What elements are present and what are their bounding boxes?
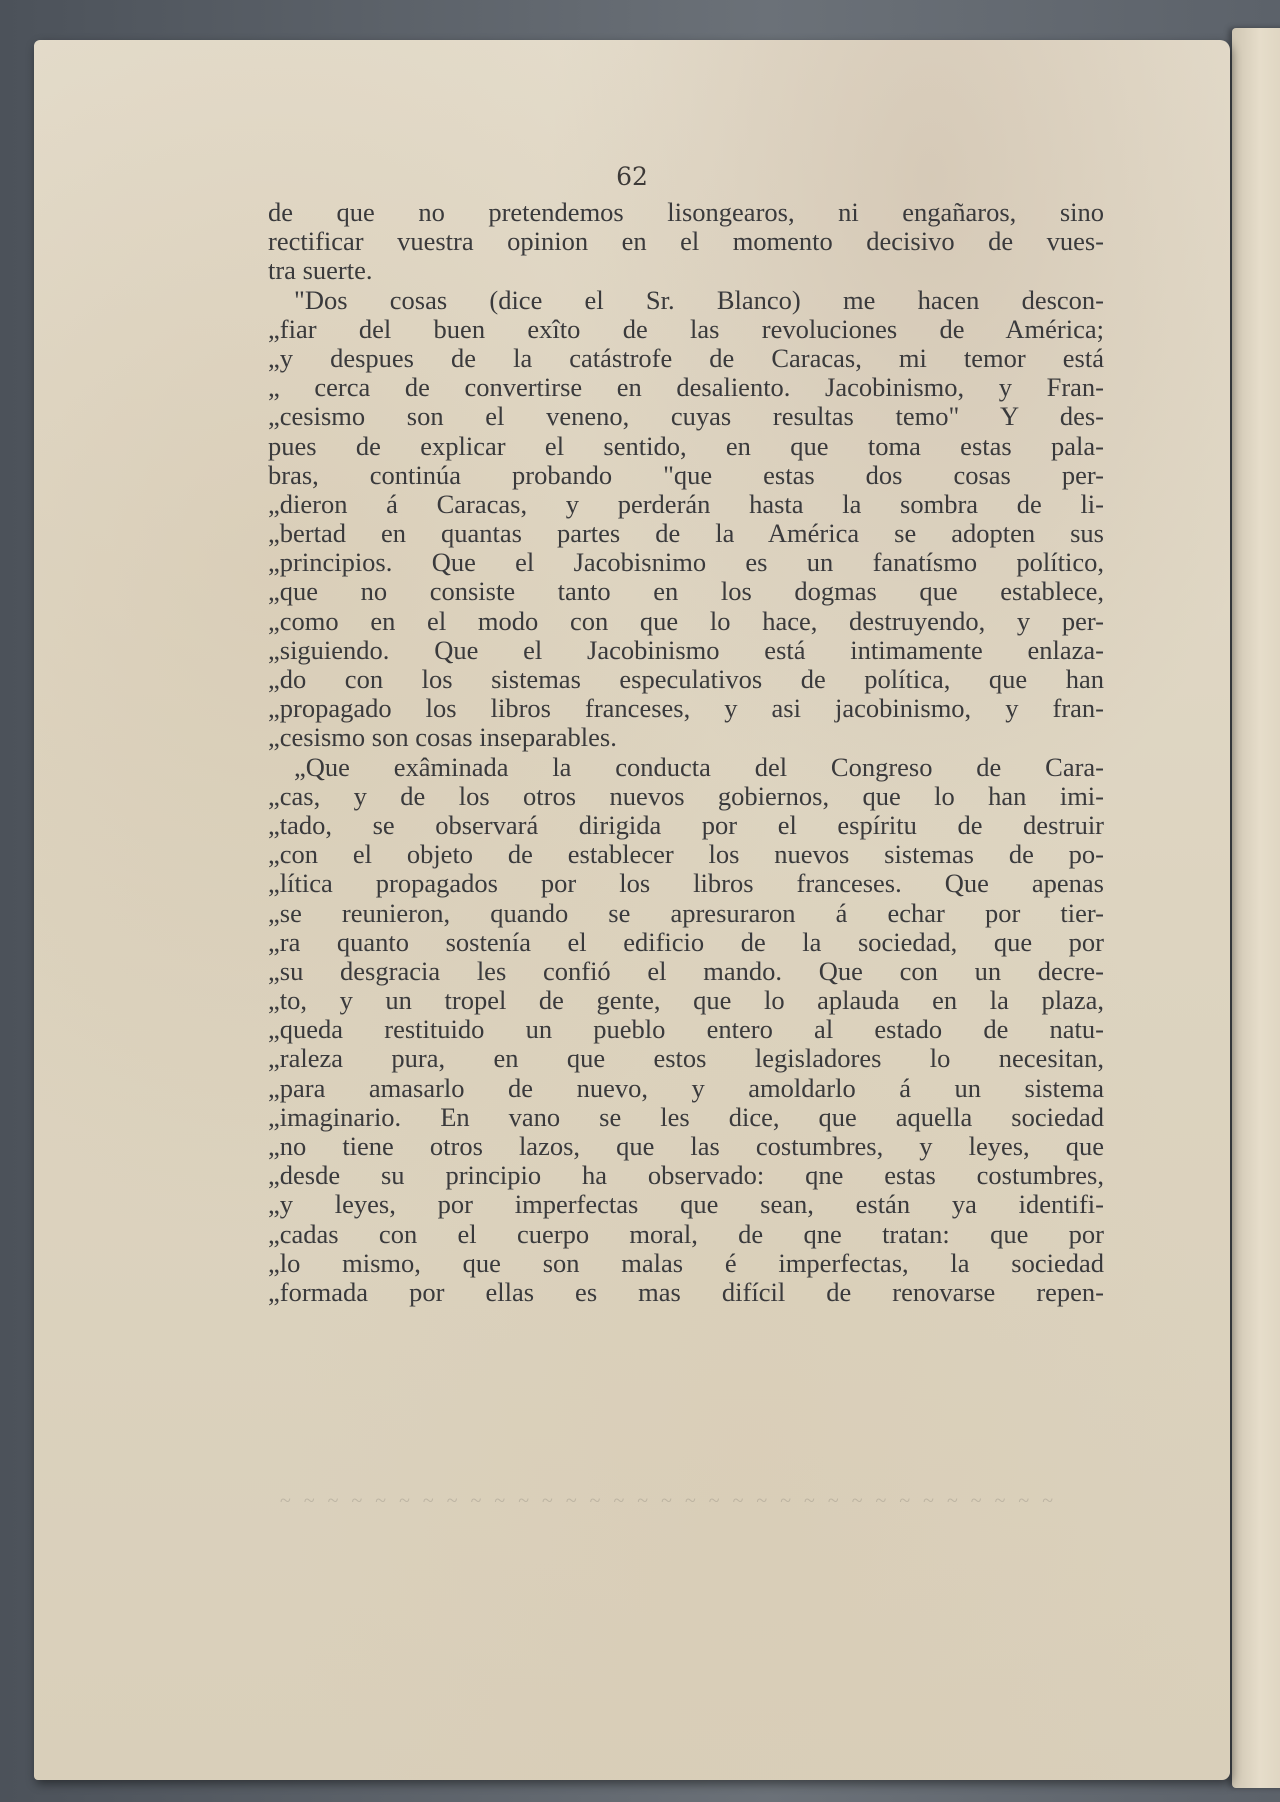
text-line: „cesismo son cosas inseparables. <box>268 723 617 753</box>
text-line: tra suerte. <box>268 256 373 286</box>
text-line: „no tiene otros lazos, que las costumbres, y leyes, que <box>268 1132 1104 1161</box>
text-line: „bertad en quantas partes de la América se adopten sus <box>268 519 1104 549</box>
book-page <box>34 40 1230 1780</box>
text-line: bras, continúa probando "que estas dos cosas per- <box>268 460 1104 490</box>
text-line: „do con los sistemas especulativos de política, que han <box>268 665 1104 694</box>
text-line: „ cerca de convertirse en desaliento. Jacobinismo, y Fran- <box>268 373 1104 403</box>
text-line: „se reunieron, quando se apresuraron á echar por tier- <box>268 898 1104 928</box>
text-line: „y leyes, por imperfectas que sean, están ya identifi- <box>268 1190 1104 1220</box>
text-line: „raleza pura, en que estos legisladores lo necesitan, <box>268 1044 1104 1074</box>
text-line: „cadas con el cuerpo moral, de qne tratan: que por <box>268 1219 1104 1249</box>
text-line: „propagado los libros franceses, y asi jacobinismo, y fran- <box>268 694 1104 724</box>
text-line: „Que exâminada la conducta del Congreso de Cara- <box>294 752 1104 782</box>
text-line: „principios. Que el Jacobisnimo es un fanatísmo político, <box>268 548 1104 578</box>
text-line: „lítica propagados por los libros franceses. Que apenas <box>268 869 1104 899</box>
text-line: rectificar vuestra opinion en el momento decisivo de vues- <box>268 227 1104 257</box>
text-line: „to, y un tropel de gente, que lo aplauda en la plaza, <box>268 986 1104 1016</box>
show-through-text: ~ ~ ~ ~ ~ ~ ~ ~ ~ ~ ~ ~ ~ ~ ~ ~ ~ ~ ~ ~ ~ ~ ~ ~ ~ ~ ~ ~ ~ ~ ~ ~ ~ <box>280 1490 1058 1512</box>
text-line: „lo mismo, que son malas é imperfectas, la sociedad <box>268 1248 1104 1278</box>
text-line: de que no pretendemos lisongearos, ni engañaros, sino <box>268 198 1104 227</box>
text-line: „y despues de la catástrofe de Caracas, mi temor está <box>268 343 1104 373</box>
text-line: „queda restituido un pueblo entero al estado de natu- <box>268 1015 1104 1045</box>
text-line: pues de explicar el sentido, en que toma estas pala- <box>268 431 1104 461</box>
text-line: „desde su principio ha observado: qne estas costumbres, <box>268 1161 1104 1191</box>
text-line: „imaginario. En vano se les dice, que aquella sociedad <box>268 1102 1104 1132</box>
body-text <box>268 198 1104 1307</box>
text-line: „formada por ellas es mas difícil de renovarse repen- <box>268 1277 1104 1307</box>
text-line: „siguiendo. Que el Jacobinismo está intimamente enlaza- <box>268 635 1104 665</box>
adjacent-page-edge <box>1232 28 1280 1788</box>
text-line: „para amasarlo de nuevo, y amoldarlo á un sistema <box>268 1073 1104 1103</box>
text-line: „cesismo son el veneno, cuyas resultas temo" Y des- <box>268 402 1104 432</box>
text-line: „su desgracia les confió el mando. Que con un decre- <box>268 956 1104 986</box>
page-number: 62 <box>616 162 648 191</box>
text-line: „dieron á Caracas, y perderán hasta la sombra de li- <box>268 489 1104 519</box>
text-line: „ra quanto sostenía el edificio de la sociedad, que por <box>268 927 1104 957</box>
text-line: „cas, y de los otros nuevos gobiernos, que lo han imi- <box>268 781 1104 811</box>
text-line: „como en el modo con que lo hace, destruyendo, y per- <box>268 606 1104 636</box>
text-line: "Dos cosas (dice el Sr. Blanco) me hacen descon- <box>294 285 1104 315</box>
text-line: „que no consiste tanto en los dogmas que establece, <box>268 577 1104 607</box>
text-line: „fiar del buen exîto de las revoluciones de América; <box>268 314 1104 344</box>
text-line: „tado, se observará dirigida por el espíritu de destruir <box>268 810 1104 840</box>
text-line: „con el objeto de establecer los nuevos sistemas de po- <box>268 840 1104 870</box>
